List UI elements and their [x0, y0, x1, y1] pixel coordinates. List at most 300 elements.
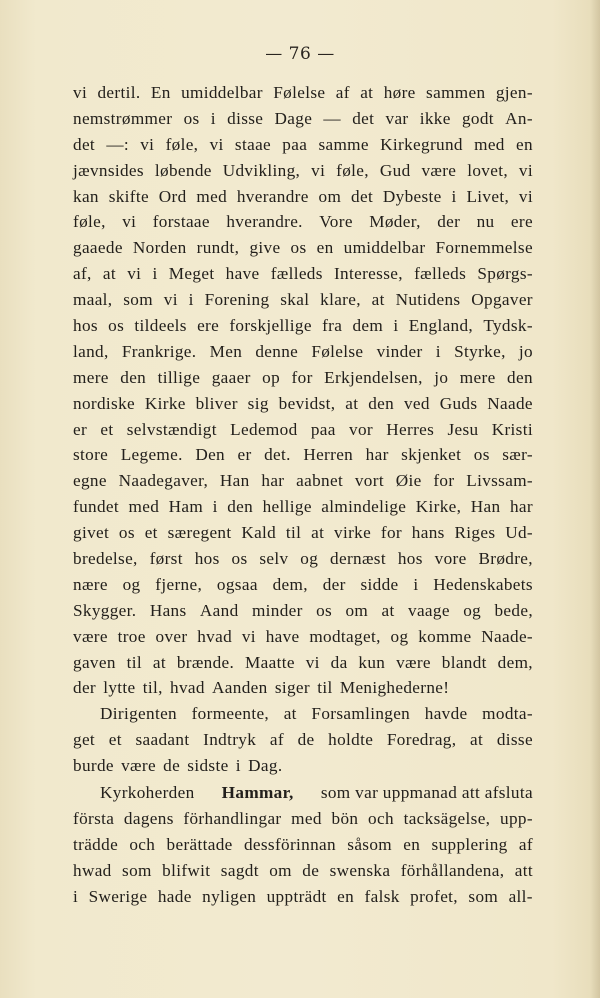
text-line	[73, 209, 533, 235]
line-word: høre	[383, 83, 416, 102]
line-word: komme	[418, 626, 472, 646]
line-word: i	[413, 574, 419, 594]
line-word: med	[128, 497, 160, 517]
line-word: aabnet	[296, 471, 344, 491]
line-word: store	[73, 445, 109, 465]
line-word: at	[283, 704, 297, 724]
line-word: af	[518, 834, 533, 854]
line-word: i	[210, 108, 216, 128]
line-word: sidste	[187, 756, 229, 776]
page-edge-shadow	[590, 0, 600, 998]
line-word: första	[73, 808, 115, 828]
line-word: til	[285, 523, 302, 543]
line-word: bliver	[195, 393, 238, 413]
line-word: at	[152, 652, 166, 672]
line-word: gaven	[73, 652, 116, 672]
line-word: vort	[354, 471, 384, 491]
line-word: hverandre	[236, 186, 309, 206]
line-word: op	[262, 367, 281, 387]
line-word: til	[317, 678, 333, 698]
line-word: hos	[397, 549, 423, 569]
line-word: Livet,	[466, 186, 510, 206]
text-line	[73, 727, 533, 753]
text-line	[73, 106, 533, 132]
line-word: En	[150, 83, 171, 102]
line-word: vi	[73, 83, 88, 102]
line-word: os	[231, 549, 248, 569]
line-word: att	[514, 860, 533, 880]
line-word: upp-	[500, 808, 533, 828]
danish-text-block	[73, 80, 533, 779]
line-word: falsk	[364, 886, 400, 906]
line-word: forstaae	[152, 212, 210, 232]
line-word: for	[433, 471, 455, 491]
line-word: den	[368, 393, 395, 413]
text-line	[73, 598, 533, 624]
line-word: nu	[476, 212, 495, 232]
text-line	[73, 806, 533, 832]
line-word: om	[345, 600, 369, 620]
line-word: Naade-	[481, 626, 533, 646]
line-word: Den	[195, 445, 225, 465]
line-word: dessförinnan	[243, 834, 336, 854]
line-word: og	[122, 574, 141, 594]
line-word: gjen-	[495, 83, 533, 102]
line-word: gaaede	[73, 238, 123, 258]
text-line	[73, 858, 533, 884]
line-word: os	[118, 523, 135, 543]
line-word: fælleds	[270, 264, 323, 284]
line-word: Kirke,	[415, 497, 462, 517]
line-word: berättade	[166, 834, 233, 854]
line-word: i	[435, 341, 441, 361]
line-word: Følelse	[273, 83, 326, 102]
line-word: sagdt	[220, 860, 259, 880]
line-word: godt	[461, 108, 494, 128]
line-word: dem	[352, 316, 384, 336]
line-word: staae	[234, 134, 272, 154]
line-word: i	[152, 264, 158, 284]
line-word: dagens	[123, 808, 174, 828]
line-word: förhållandena,	[400, 860, 505, 880]
line-word: først	[149, 549, 183, 569]
text-line	[73, 365, 533, 391]
line-word: Kristi	[491, 419, 533, 439]
line-word: Kald	[241, 523, 277, 543]
line-word: er	[237, 445, 252, 465]
line-word: sig	[247, 393, 269, 413]
line-word: skal	[280, 290, 310, 310]
line-word: der	[73, 678, 96, 698]
line-word: vi	[163, 290, 178, 310]
line-word: føle,	[165, 134, 199, 154]
line-word: være	[396, 652, 431, 672]
line-word: Indtryk	[203, 730, 257, 750]
text-line	[73, 572, 533, 598]
line-word: vi	[305, 652, 320, 672]
line-word: i	[451, 186, 457, 206]
line-word: være	[121, 756, 156, 776]
line-word: troe	[117, 626, 146, 646]
line-word: jo	[518, 341, 533, 361]
line-word: ogsaa	[216, 574, 258, 594]
line-word: vi	[518, 186, 533, 206]
line-word: hwad	[73, 860, 112, 880]
text-line	[73, 339, 533, 365]
line-word: Han	[219, 471, 250, 491]
line-word: selv	[259, 549, 289, 569]
line-word: i	[393, 316, 399, 336]
line-word: og	[463, 600, 482, 620]
line-word: være	[73, 626, 108, 646]
line-word: hans	[411, 523, 445, 543]
line-word: formeente,	[191, 704, 270, 724]
line-word: sær-	[502, 445, 533, 465]
line-word: Legeme.	[120, 445, 183, 465]
line-word: jo	[434, 367, 449, 387]
line-word: ere	[510, 212, 533, 232]
line-word: Maatte	[245, 652, 295, 672]
line-word: Naade	[487, 393, 533, 413]
line-word: samme	[318, 134, 369, 154]
line-word: i	[212, 497, 218, 517]
line-word: Forening	[204, 290, 270, 310]
page-number: — 76 —	[265, 44, 335, 64]
line-word: lovet,	[467, 160, 508, 180]
line-word: med	[196, 186, 228, 206]
text-line	[73, 520, 533, 546]
text-line	[73, 235, 533, 261]
line-word: at	[311, 523, 325, 543]
text-line	[73, 261, 533, 287]
line-word: det	[73, 134, 96, 154]
line-word: Brødre,	[478, 549, 533, 569]
line-word: kan	[73, 186, 99, 206]
line-word: vore	[434, 549, 467, 569]
line-word: særegent	[167, 523, 232, 543]
swedish-paragraph	[73, 780, 533, 909]
line-word: nære	[73, 574, 108, 594]
line-word: Følelse	[311, 341, 364, 361]
line-word: hade	[157, 886, 192, 906]
line-word: och	[129, 834, 156, 854]
line-word: Men	[209, 341, 243, 361]
line-word: vaage	[408, 600, 450, 620]
line-word: England,	[408, 316, 474, 336]
line-word: vi	[518, 160, 533, 180]
line-word: forskjellige	[229, 316, 312, 336]
line-word: ere	[197, 316, 220, 336]
line-word: bede,	[494, 600, 533, 620]
line-word: os	[183, 108, 200, 128]
line-word: os	[108, 316, 125, 336]
line-word: Swerige	[88, 886, 148, 906]
line-word: brænde.	[176, 652, 235, 672]
line-word: den	[120, 367, 147, 387]
line-word: dertil.	[97, 83, 141, 102]
line-word: disse	[496, 730, 533, 750]
line-word: sammen	[426, 83, 486, 102]
line-word: mere	[459, 367, 496, 387]
line-word: at	[381, 600, 395, 620]
line-word: en	[316, 238, 334, 258]
line-word: Foredrag,	[386, 730, 457, 750]
line-word: som	[123, 290, 153, 310]
line-word: af	[269, 730, 284, 750]
line-word: Spørgs-	[477, 264, 533, 284]
line-word: supplering	[431, 834, 508, 854]
line-word: —	[323, 108, 341, 128]
line-word: den	[507, 367, 533, 387]
line-word: som	[468, 886, 499, 906]
line-word: almindelige	[321, 497, 407, 517]
line-word: give	[249, 238, 281, 258]
text-line	[73, 287, 533, 313]
line-word: trädde	[73, 834, 119, 854]
line-word: om	[318, 186, 342, 206]
line-word: med	[474, 134, 505, 154]
line-word: vi	[122, 212, 137, 232]
line-word: vi	[311, 160, 326, 180]
line-word: at	[102, 264, 116, 284]
line-word: hos	[194, 549, 220, 569]
line-word: uppträdt	[266, 886, 327, 906]
line-word: Norden	[132, 238, 187, 258]
line-word: An-	[505, 108, 533, 128]
line-word: ved	[403, 393, 430, 413]
line-word: de	[297, 730, 315, 750]
line-word: paa	[310, 419, 336, 439]
text-line	[73, 468, 533, 494]
line-word: holdte	[328, 730, 374, 750]
text-line	[73, 80, 533, 106]
line-word: Ord	[158, 186, 187, 206]
line-word: Øie	[395, 471, 422, 491]
line-word: Ud-	[505, 523, 533, 543]
line-word: kun	[358, 652, 386, 672]
line-word: løbende	[154, 160, 212, 180]
line-word: have	[265, 626, 300, 646]
line-word: Nutidens	[395, 290, 461, 310]
line-word: i	[188, 290, 194, 310]
line-word: blandt	[441, 652, 487, 672]
line-word: et	[144, 523, 158, 543]
line-word: hellige	[262, 497, 312, 517]
text-line	[73, 313, 533, 339]
line-word: af,	[73, 264, 92, 284]
line-word: hos	[73, 316, 98, 336]
line-word: føle,	[336, 160, 369, 180]
line-word: virke	[334, 523, 372, 543]
line-word: for	[380, 523, 402, 543]
line-word: Opgaver	[471, 290, 533, 310]
line-word: at	[470, 730, 484, 750]
line-word: Dirigenten	[100, 704, 177, 724]
line-word: os	[290, 238, 307, 258]
line-word: at	[371, 290, 385, 310]
line-word: profet,	[410, 886, 458, 906]
text-line	[73, 780, 533, 806]
line-word: Frankrige.	[121, 341, 197, 361]
line-word: lytte	[103, 678, 136, 698]
line-word: Han	[470, 497, 501, 517]
line-word: der	[322, 574, 346, 594]
line-word: rundt,	[196, 238, 240, 258]
line-remainder: som var uppmanad att afsluta	[320, 783, 533, 802]
line-word: land,	[73, 341, 109, 361]
line-word: bön	[331, 808, 359, 828]
line-word: en	[403, 834, 421, 854]
line-word: Kirke	[144, 393, 186, 413]
line-word: da	[330, 652, 348, 672]
line-word: —:	[106, 134, 129, 154]
text-line	[73, 624, 533, 650]
line-word: gaaer	[211, 367, 251, 387]
text-line	[73, 753, 533, 779]
line-word: Menighederne!	[339, 678, 450, 698]
line-word: umiddelbar	[181, 83, 263, 102]
line-word: Erkjendelsen,	[324, 367, 423, 387]
line-word: vi	[241, 626, 256, 646]
line-word: føle,	[73, 212, 106, 232]
line-word: have	[225, 264, 260, 284]
text-line	[73, 650, 533, 676]
line-word: Jesu	[447, 419, 479, 439]
line-word: Guds	[439, 393, 478, 413]
line-word: Aanden	[212, 678, 268, 698]
line-word: burde	[73, 756, 114, 776]
line-word: siger	[274, 678, 310, 698]
speaker-name: Hammar,	[221, 783, 294, 802]
line-word: for	[291, 367, 313, 387]
line-word: Fornemmelse	[435, 238, 533, 258]
line-word: tildeels	[134, 316, 187, 336]
text-line	[73, 701, 533, 727]
text-line	[73, 494, 533, 520]
line-word: Skygger.	[73, 600, 137, 620]
line-word: givet	[73, 523, 110, 543]
line-word: Herren	[303, 445, 354, 465]
text-line	[73, 417, 533, 443]
line-word: fælleds	[414, 264, 467, 284]
line-word: er	[73, 419, 88, 439]
line-word: denne	[255, 341, 299, 361]
line-word: hvad	[170, 678, 205, 698]
line-word: Udvikling,	[222, 160, 301, 180]
text-line	[73, 832, 533, 858]
line-word: har	[261, 471, 285, 491]
line-word: nyligen	[202, 886, 257, 906]
line-word: vi	[127, 264, 142, 284]
line-word: os	[316, 600, 333, 620]
line-word: all-	[508, 886, 533, 906]
line-word: med	[291, 808, 322, 828]
line-word: nemstrømmer	[73, 108, 173, 128]
line-word: Kyrkoherden	[100, 783, 195, 802]
line-word: om	[269, 860, 292, 880]
line-word: blifwit	[162, 860, 211, 880]
text-line	[73, 132, 533, 158]
text-line	[73, 546, 533, 572]
line-word: det.	[264, 445, 291, 465]
line-word: som	[122, 860, 152, 880]
line-word: saadant	[135, 730, 190, 750]
line-word: umiddelbar	[343, 238, 426, 258]
line-word: til,	[142, 678, 163, 698]
line-word: jævnsides	[73, 160, 144, 180]
line-word: nordiske	[73, 393, 135, 413]
line-word: modtaget,	[309, 626, 381, 646]
line-word: minder	[251, 600, 303, 620]
line-word: i	[73, 886, 79, 906]
line-word: Styrke,	[454, 341, 506, 361]
line-word: at	[360, 83, 374, 102]
line-word: den	[227, 497, 254, 517]
line-word: Gud	[379, 160, 411, 180]
line-word: Naadegaver,	[118, 471, 209, 491]
line-word: sidde	[360, 574, 399, 594]
line-word: fundet	[73, 497, 120, 517]
line-word: mere	[73, 367, 109, 387]
line-word: i	[235, 756, 241, 776]
line-word: Vore	[319, 212, 353, 232]
line-word: og	[390, 626, 409, 646]
line-word: maal,	[73, 290, 113, 310]
line-word: bredelse,	[73, 549, 138, 569]
line-word: Livssam-	[466, 471, 533, 491]
line-word: de	[302, 860, 320, 880]
line-word: såsom	[347, 834, 392, 854]
line-word: tillige	[157, 367, 201, 387]
line-word: Kirkegrund	[380, 134, 463, 154]
text-line	[73, 158, 533, 184]
line-word: en	[516, 134, 533, 154]
line-word: ikke	[419, 108, 451, 128]
line-word: Dybeste	[382, 186, 442, 206]
line-word: dernæst	[330, 549, 386, 569]
line-word: Møder,	[369, 212, 421, 232]
line-word: klare,	[320, 290, 361, 310]
line-word: fjerne,	[155, 574, 203, 594]
line-word: var	[385, 108, 409, 128]
text-line	[73, 884, 533, 910]
line-word: Hedenskabets	[433, 574, 533, 594]
line-word: en	[337, 886, 355, 906]
line-word: Aand	[199, 600, 239, 620]
line-word: Tydsk-	[483, 316, 533, 336]
line-word: har	[509, 497, 533, 517]
line-word: dem,	[272, 574, 308, 594]
line-word: vi	[140, 134, 155, 154]
line-word: Riges	[454, 523, 496, 543]
line-word: være	[421, 160, 457, 180]
line-word: dem,	[497, 652, 533, 672]
line-word: det	[351, 186, 374, 206]
line-word: fra	[322, 316, 343, 336]
line-word: Dag.	[248, 756, 283, 776]
line-word: förhandlingar	[183, 808, 282, 828]
text-line	[73, 675, 533, 701]
line-word: har	[365, 445, 389, 465]
line-word: et	[100, 419, 114, 439]
line-word: os	[473, 445, 490, 465]
line-word: Herres	[386, 419, 435, 439]
line-word: vi	[209, 134, 224, 154]
line-word: selvstændigt	[126, 419, 217, 439]
text-line	[73, 391, 533, 417]
line-word: de	[163, 756, 181, 776]
line-word: havde	[424, 704, 468, 724]
